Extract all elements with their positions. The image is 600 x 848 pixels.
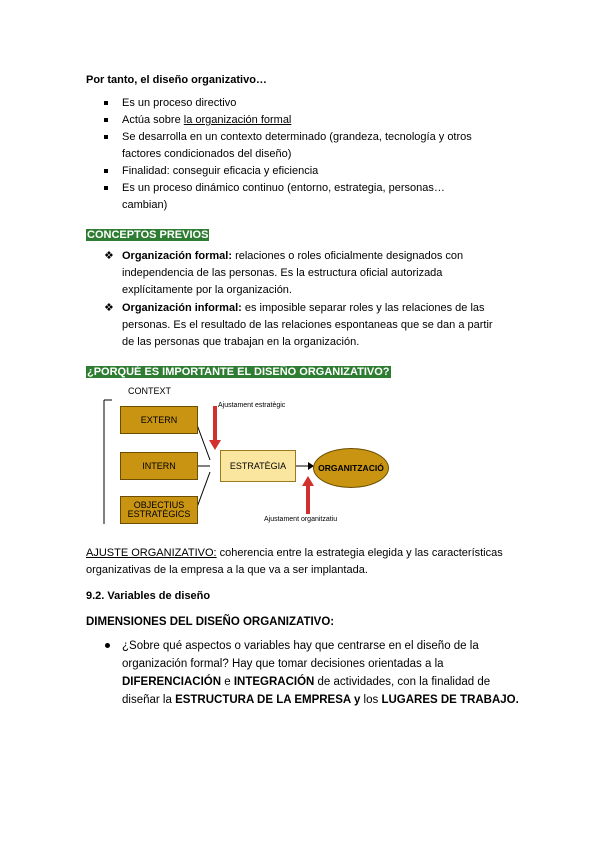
context-label: CONTEXT <box>128 386 172 396</box>
ajuste-def-1: coherencia entre la estrategia elegida y las características <box>216 547 503 559</box>
q-line1: ¿Sobre qué aspectos o variables hay que centrarse en el diseño de la <box>122 640 479 652</box>
intro-bullet-5-line2: cambian) <box>122 199 168 211</box>
estrategia-box: ESTRATÈGIA <box>220 450 296 482</box>
q-los: los <box>360 694 382 706</box>
organitzacio-oval: ORGANITZACIÓ <box>313 448 389 488</box>
variables-heading: 9.2. Variables de diseño <box>86 590 211 602</box>
organizacion-formal-link: la organización formal <box>183 114 292 126</box>
ajust-estrategic-label: Ajustament estratègic <box>218 402 286 409</box>
ajuste-line2: organizativas de la empresa a la que va a ser implantada. <box>86 564 368 576</box>
ajuste-diagram <box>98 384 390 526</box>
porque-heading-wrap <box>86 362 391 380</box>
bullet-dot-icon <box>105 643 110 648</box>
ajuste-line1 <box>86 545 503 562</box>
conceptos-heading-wrap <box>86 225 209 243</box>
intern-box: INTERN <box>120 452 198 480</box>
dimensiones-heading: DIMENSIONES DEL DISEÑO ORGANIZATIVO: <box>86 616 335 628</box>
lugares: LUGARES DE TRABAJO. <box>381 694 519 706</box>
q-e: e <box>221 676 234 688</box>
formal-term: Organización formal: <box>122 250 233 262</box>
q-line4 <box>122 691 519 709</box>
conceptos-heading: CONCEPTOS PREVIOS <box>87 229 209 241</box>
q-line2: organización formal? Hay que tomar decisiones orientadas a la <box>122 658 444 670</box>
objectius-line2: ESTRATÈGICS <box>127 509 191 519</box>
objectius-connector <box>196 472 210 510</box>
intro-heading: Por tanto, el diseño organizativo… <box>86 74 267 86</box>
informal-line1 <box>122 300 485 317</box>
extern-box: EXTERN <box>120 406 198 434</box>
bullet-square-icon <box>104 169 108 173</box>
objectius-line1: OBJECTIUS <box>133 500 185 510</box>
intro-bullet-1: Es un proceso directivo <box>122 97 237 109</box>
informal-def-1: es imposible separar roles y las relaciones de las <box>241 302 485 314</box>
extern-connector <box>196 422 210 460</box>
informal-line2: personas. Es el resultado de las relaciones espontaneas que se dan a partir <box>122 319 493 331</box>
intro-bullet-2 <box>122 112 291 129</box>
q-disenar: diseñar la <box>122 694 176 706</box>
bullet-square-icon <box>104 118 108 122</box>
formal-def-1: relaciones o roles oficialmente designados con <box>232 250 464 262</box>
informal-term: Organización informal: <box>122 302 242 314</box>
intro-bullet-5-line1: Es un proceso dinámico continuo (entorno, estrategia, personas… <box>122 182 445 194</box>
formal-line1 <box>122 248 463 265</box>
intro-bullet-2-pre: Actúa sobre <box>122 114 184 126</box>
ajust-estrategic-arrowhead <box>209 440 221 450</box>
intro-bullet-3-line2: factores condicionados del diseño) <box>122 148 292 160</box>
intro-bullet-3-line1: Se desarrolla en un contexto determinado (grandeza, tecnología y otros <box>122 131 472 143</box>
ajust-organitzatiu-arrowhead <box>302 476 314 486</box>
bullet-square-icon <box>104 101 108 105</box>
porque-heading: ¿PORQUÉ ES IMPORTANTE EL DISEÑO ORGANIZATIVO? <box>87 366 390 378</box>
estructura: ESTRUCTURA DE LA EMPRESA y <box>175 694 361 706</box>
integracion: INTEGRACIÓN <box>233 676 315 688</box>
q-line3-rest: de actividades, con la finalidad de <box>314 676 491 688</box>
diferenciacion: DIFERENCIACIÓN <box>122 676 222 688</box>
intro-bullet-4: Finalidad: conseguir eficacia y eficiencia <box>122 165 319 177</box>
diamond-bullet-icon: ❖ <box>104 250 114 262</box>
formal-line3: explícitamente por la organización. <box>122 284 292 296</box>
informal-line3: de las personas que trabajan en la organización. <box>122 336 360 348</box>
objectius-box <box>120 496 198 524</box>
diamond-bullet-icon: ❖ <box>104 302 114 314</box>
ajuste-term: AJUSTE ORGANIZATIVO: <box>86 547 217 559</box>
ajust-organitzatiu-label: Ajustament organitzatiu <box>264 516 338 523</box>
q-line3 <box>122 673 490 691</box>
bullet-square-icon <box>104 186 108 190</box>
formal-line2: independencia de las personas. Es la estructura oficial autorizada <box>122 267 443 279</box>
bullet-square-icon <box>104 135 108 139</box>
